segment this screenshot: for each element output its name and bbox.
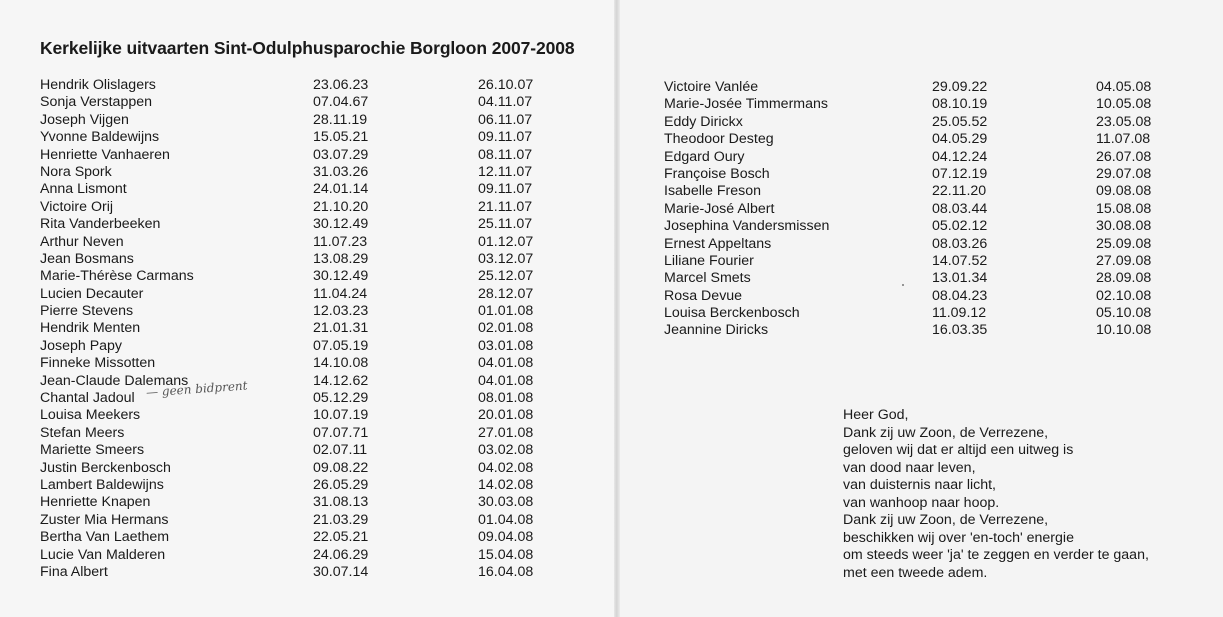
funeral-date: 26.10.07 — [478, 77, 534, 93]
person-name: Hendrik Olislagers — [40, 77, 156, 93]
funeral-date: 26.07.08 — [1096, 148, 1152, 165]
person-name: Joseph Vijgen — [40, 111, 129, 128]
person-name: Finneke Missotten — [40, 355, 156, 372]
birth-date: 22.05.21 — [313, 529, 369, 546]
person-name: Pierre Stevens — [40, 303, 134, 320]
birth-date: 13.08.29 — [313, 250, 369, 267]
birth-date: 11.04.24 — [313, 285, 368, 302]
person-name: Yvonne Baldewijns — [40, 129, 160, 146]
list-item — [664, 166, 1184, 183]
birth-date: 21.10.20 — [313, 198, 369, 215]
birth-date: 04.05.29 — [932, 131, 988, 148]
list-item — [40, 129, 560, 146]
person-name: Bertha Van Laethem — [40, 529, 170, 546]
prayer-line: om steeds weer 'ja' te zeggen en verder te gaan, — [843, 547, 1149, 563]
list-item — [664, 131, 1184, 148]
funeral-date: 27.09.08 — [1096, 252, 1152, 269]
birth-date: 05.02.12 — [932, 218, 988, 235]
document-title: Kerkelijke uitvaarten Sint-Odulphusparochie Borgloon 2007-2008 — [40, 38, 575, 58]
list-item — [40, 320, 560, 337]
birth-date: 25.05.52 — [932, 113, 988, 130]
list-item — [40, 164, 560, 181]
funeral-date: 16.04.08 — [478, 563, 534, 580]
funeral-list-right — [664, 79, 1184, 340]
funeral-date: 29.07.08 — [1096, 165, 1152, 182]
person-name: Eddy Dirickx — [664, 113, 743, 130]
birth-date: 04.12.24 — [932, 148, 988, 165]
person-name: Stefan Meers — [40, 424, 125, 441]
birth-date: 11.07.23 — [313, 233, 368, 250]
prayer-line: geloven wij dat er altijd een uitweg is — [843, 442, 1074, 458]
person-name: Ernest Appeltans — [664, 235, 772, 252]
person-name: Henriette Vanhaeren — [40, 146, 170, 163]
birth-date: 26.05.29 — [313, 476, 369, 493]
birth-date: 14.12.62 — [313, 372, 369, 389]
person-name: Fina Albert — [40, 563, 108, 580]
list-item — [664, 149, 1184, 166]
list-item — [40, 547, 560, 564]
funeral-date: 10.05.08 — [1096, 96, 1152, 113]
funeral-date: 10.10.08 — [1096, 322, 1152, 339]
birth-date: 24.06.29 — [313, 546, 369, 563]
birth-date: 02.07.11 — [313, 442, 368, 459]
funeral-date: 01.12.07 — [478, 233, 534, 250]
person-name: Joseph Papy — [40, 337, 123, 354]
list-item — [664, 79, 1184, 96]
funeral-date: 09.08.08 — [1096, 183, 1152, 200]
birth-date: 03.07.29 — [313, 146, 369, 163]
list-item — [664, 201, 1184, 218]
list-item — [40, 442, 560, 459]
funeral-date: 03.02.08 — [478, 442, 534, 459]
person-name: Sonja Verstappen — [40, 94, 153, 111]
birth-date: 11.09.12 — [932, 305, 987, 322]
list-item — [664, 183, 1184, 200]
list-item — [40, 425, 560, 442]
list-item — [40, 564, 560, 581]
funeral-date: 04.01.08 — [478, 355, 534, 372]
person-name: Marie-Josée Timmermans — [664, 96, 828, 113]
funeral-date: 11.07.08 — [1096, 131, 1151, 148]
list-item — [40, 181, 560, 198]
funeral-date: 04.11.07 — [478, 94, 533, 111]
funeral-date: 09.11.07 — [478, 129, 533, 146]
list-item — [664, 305, 1184, 322]
person-name: Anna Lismont — [40, 181, 127, 198]
list-item — [40, 373, 560, 390]
list-item — [664, 288, 1184, 305]
birth-date: 30.07.14 — [313, 563, 369, 580]
list-item — [40, 529, 560, 546]
birth-date: 09.08.22 — [313, 459, 369, 476]
funeral-date: 04.02.08 — [478, 459, 534, 476]
funeral-date: 15.04.08 — [478, 546, 534, 563]
funeral-date: 04.05.08 — [1096, 79, 1152, 95]
birth-date: 30.12.49 — [313, 216, 369, 233]
funeral-date: 09.04.08 — [478, 529, 534, 546]
funeral-date: 03.12.07 — [478, 250, 534, 267]
funeral-date: 14.02.08 — [478, 476, 534, 493]
birth-date: 29.09.22 — [932, 79, 988, 95]
list-item — [40, 477, 560, 494]
birth-date: 14.10.08 — [313, 355, 369, 372]
funeral-date: 27.01.08 — [478, 424, 534, 441]
person-name: Lucie Van Malderen — [40, 546, 166, 563]
prayer-line: Dank zij uw Zoon, de Verrezene, — [843, 512, 1049, 528]
funeral-date: 02.10.08 — [1096, 287, 1152, 304]
list-item — [664, 253, 1184, 270]
birth-date: 21.01.31 — [313, 320, 369, 337]
funeral-date: 20.01.08 — [478, 407, 534, 424]
person-name: Nora Spork — [40, 163, 112, 180]
list-item — [40, 512, 560, 529]
birth-date: 07.05.19 — [313, 337, 369, 354]
birth-date: 10.07.19 — [313, 407, 369, 424]
funeral-date: 01.04.08 — [478, 511, 534, 528]
person-name: Theodoor Desteg — [664, 131, 774, 148]
person-name: Françoise Bosch — [664, 165, 770, 182]
list-item — [40, 390, 560, 407]
funeral-date: 25.09.08 — [1096, 235, 1152, 252]
birth-date: 22.11.20 — [932, 183, 987, 200]
birth-date: 24.01.14 — [313, 181, 369, 198]
person-name: Victoire Orij — [40, 198, 114, 215]
list-item — [40, 112, 560, 129]
prayer-line: van duisternis naar licht, — [843, 477, 996, 493]
person-name: Marie-Thérèse Carmans — [40, 268, 194, 285]
person-name: Lucien Decauter — [40, 285, 144, 302]
prayer-line: van dood naar leven, — [843, 459, 976, 476]
birth-date: 08.03.44 — [932, 200, 988, 217]
list-item — [40, 94, 560, 111]
birth-date: 15.05.21 — [313, 129, 369, 146]
person-name: Jean-Claude Dalemans — [40, 372, 189, 389]
list-item — [40, 77, 560, 94]
prayer-line: van wanhoop naar hoop. — [843, 494, 1000, 511]
list-item — [40, 338, 560, 355]
funeral-date: 23.05.08 — [1096, 113, 1152, 130]
funeral-date: 28.09.08 — [1096, 270, 1152, 287]
list-item — [664, 322, 1184, 339]
birth-date: 30.12.49 — [313, 268, 369, 285]
prayer-line: Dank zij uw Zoon, de Verrezene, — [843, 424, 1049, 441]
list-item — [40, 355, 560, 372]
birth-date: 08.10.19 — [932, 96, 988, 113]
funeral-date: 02.01.08 — [478, 320, 534, 337]
person-name: Marie-José Albert — [664, 200, 775, 217]
person-name: Louisa Berckenbosch — [664, 305, 800, 322]
funeral-date: 04.01.08 — [478, 372, 534, 389]
list-item — [40, 147, 560, 164]
funeral-date: 06.11.07 — [478, 111, 533, 128]
person-name: Rosa Devue — [664, 287, 743, 304]
person-name: Isabelle Freson — [664, 183, 761, 200]
funeral-date: 05.10.08 — [1096, 305, 1152, 322]
birth-date: 28.11.19 — [313, 111, 368, 128]
person-name: Liliane Fourier — [664, 252, 754, 269]
person-name: Jean Bosmans — [40, 250, 134, 267]
birth-date: 07.04.67 — [313, 94, 369, 111]
funeral-date: 25.11.07 — [478, 216, 533, 233]
list-item — [40, 234, 560, 251]
person-name: Edgard Oury — [664, 148, 745, 165]
prayer-text — [843, 407, 1149, 582]
birth-date: 07.07.71 — [313, 424, 369, 441]
person-name: Mariette Smeers — [40, 442, 145, 459]
person-name: Victoire Vanlée — [664, 79, 759, 95]
handwritten-note: — geen bidprent — [145, 378, 248, 400]
list-item — [40, 494, 560, 511]
person-name: Arthur Neven — [40, 233, 124, 250]
list-item — [40, 286, 560, 303]
funeral-date: 21.11.07 — [478, 198, 533, 215]
funeral-date: 25.12.07 — [478, 268, 534, 285]
funeral-date: 12.11.07 — [478, 163, 533, 180]
birth-date: 21.03.29 — [313, 511, 369, 528]
funeral-date: 30.08.08 — [1096, 218, 1152, 235]
birth-date: 08.03.26 — [932, 235, 988, 252]
birth-date: 31.08.13 — [313, 494, 369, 511]
prayer-line: met een tweede adem. — [843, 564, 988, 581]
list-item — [40, 407, 560, 424]
list-item — [40, 199, 560, 216]
person-name: Henriette Knapen — [40, 494, 151, 511]
list-item — [40, 268, 560, 285]
birth-date: 13.01.34 — [932, 270, 988, 287]
list-item — [664, 236, 1184, 253]
list-item — [664, 270, 1184, 287]
list-item — [664, 218, 1184, 235]
prayer-line: beschikken wij over 'en-toch' energie — [843, 529, 1074, 546]
page-fold — [614, 0, 620, 617]
person-name: Jeannine Diricks — [664, 322, 769, 339]
funeral-date: 03.01.08 — [478, 337, 534, 354]
person-name: Louisa Meekers — [40, 407, 141, 424]
birth-date: 31.03.26 — [313, 163, 369, 180]
birth-date: 08.04.23 — [932, 287, 988, 304]
paper-speck — [902, 284, 904, 286]
person-name: Lambert Baldewijns — [40, 476, 164, 493]
person-name: Justin Berckenbosch — [40, 459, 171, 476]
list-item — [40, 216, 560, 233]
funeral-date: 28.12.07 — [478, 285, 534, 302]
birth-date: 05.12.29 — [313, 390, 369, 407]
birth-date: 12.03.23 — [313, 303, 369, 320]
birth-date: 16.03.35 — [932, 322, 988, 339]
person-name: Marcel Smets — [664, 270, 751, 287]
funeral-list-left — [40, 77, 560, 581]
person-name: Zuster Mia Hermans — [40, 511, 169, 528]
birth-date: 07.12.19 — [932, 165, 988, 182]
birth-date: 23.06.23 — [313, 77, 369, 93]
funeral-date: 09.11.07 — [478, 181, 533, 198]
person-name: Hendrik Menten — [40, 320, 141, 337]
prayer-line: Heer God, — [843, 407, 909, 423]
list-item — [664, 114, 1184, 131]
list-item — [664, 96, 1184, 113]
funeral-date: 01.01.08 — [478, 303, 534, 320]
list-item — [40, 460, 560, 477]
person-name: Josephina Vandersmissen — [664, 218, 830, 235]
birth-date: 14.07.52 — [932, 252, 988, 269]
funeral-date: 08.01.08 — [478, 390, 534, 407]
person-name: Rita Vanderbeeken — [40, 216, 161, 233]
funeral-date: 30.03.08 — [478, 494, 534, 511]
funeral-date: 15.08.08 — [1096, 200, 1152, 217]
person-name: Chantal Jadoul — [40, 390, 135, 407]
funeral-date: 08.11.07 — [478, 146, 533, 163]
list-item — [40, 251, 560, 268]
list-item — [40, 303, 560, 320]
